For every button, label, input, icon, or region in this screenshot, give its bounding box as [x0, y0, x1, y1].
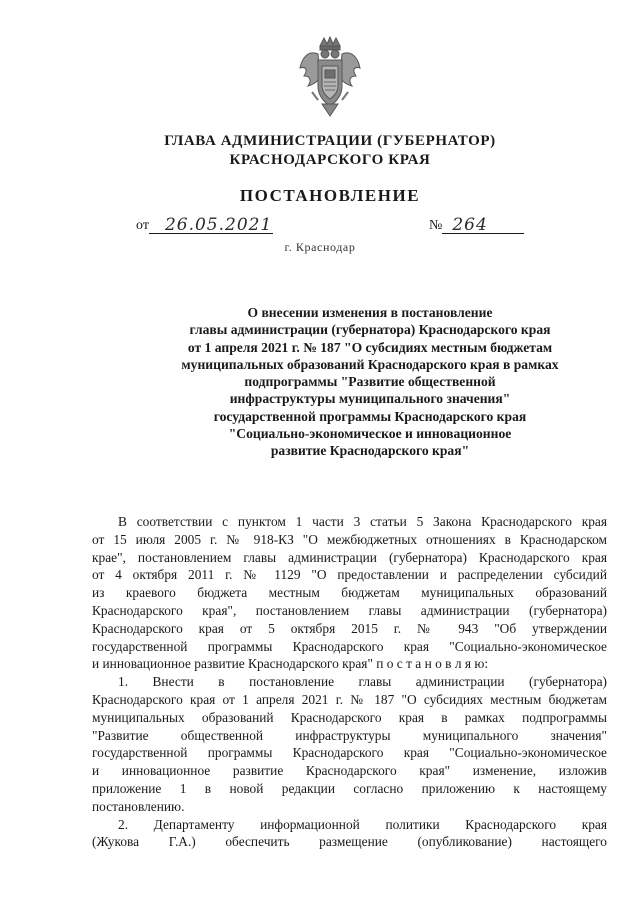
body-line: крае", постановлением главы администрации (губернатора) Краснодарского края	[92, 549, 607, 565]
title-line: "Социально-экономическое и инновационное	[228, 426, 512, 442]
body-line: 2. Департаменту информационной политики Краснодарского края	[118, 816, 607, 832]
title-line: подпрограммы "Развитие общественной	[244, 374, 496, 390]
body-line: и инновационное развитие Краснодарского края" п о с т а н о в л я ю:	[92, 656, 489, 672]
title-line: развитие Краснодарского края"	[270, 443, 470, 459]
body-line: от 15 июля 2005 г. № 918-КЗ "О межбюджетных отношениях в Краснодарском	[92, 531, 607, 547]
body-line: приложение 1 в новой редакции согласно приложению к настоящему	[92, 780, 607, 796]
title-line: от 1 апреля 2021 г. № 187 "О субсидиях местным бюджетам	[187, 339, 553, 355]
body-line: Краснодарского края", постановлением главы администрации (губернатора)	[92, 602, 607, 618]
coat-of-arms-emblem	[298, 36, 362, 118]
body-line: государственной программы Краснодарского края "Социально-экономическое	[92, 638, 607, 654]
body-line: 1. Внести в постановление главы администрации (губернатора)	[118, 674, 607, 690]
body-line: Краснодарского края от 5 октября 2015 г. № 943 "Об утверждении	[92, 620, 607, 636]
city-name: г. Краснодар	[284, 240, 356, 254]
header-line-2: КРАСНОДАРСКОГО КРАЯ	[229, 152, 431, 168]
title-line: главы администрации (губернатора) Краснодарского края	[189, 322, 551, 338]
body-line: от 4 октября 2011 г. № 1129 "О предоставлении и распределении субсидий	[92, 567, 607, 583]
document-type: ПОСТАНОВЛЕНИЕ	[239, 186, 421, 205]
body-line: (Жукова Г.А.) обеспечить размещение (опубликование) настоящего	[92, 834, 607, 850]
date-prefix: от	[136, 218, 149, 233]
body-line: муниципальных образований Краснодарского края в рамках подпрограммы	[92, 709, 607, 725]
header-line-1: ГЛАВА АДМИНИСТРАЦИИ (ГУБЕРНАТОР)	[164, 133, 496, 149]
number-prefix: №	[429, 218, 443, 233]
document-body	[92, 513, 607, 851]
title-line: инфраструктуры муниципального значения"	[229, 391, 511, 407]
number-field	[429, 215, 524, 234]
body-line: государственной программы Краснодарского края "Социально-экономическое	[92, 745, 607, 761]
document-title	[0, 304, 640, 460]
date-value: 26.05.2021	[164, 215, 273, 235]
date-field	[136, 215, 273, 234]
title-line: О внесении изменения в постановление	[247, 305, 493, 320]
title-line: муниципальных образований Краснодарского края в рамках	[181, 356, 559, 372]
title-line: государственной программы Краснодарского края	[213, 408, 527, 424]
body-line: постановлению.	[92, 798, 185, 814]
body-line: Краснодарского края от 1 апреля 2021 г. № 187 "О субсидиях местным бюджетам	[92, 691, 607, 707]
body-line: из краевого бюджета местным бюджетам муниципальных образований	[92, 585, 607, 601]
body-line: и инновационное развитие Краснодарского края" изменение, изложив	[92, 763, 607, 779]
body-line: "Развитие общественной инфраструктуры муниципального значения"	[92, 727, 607, 743]
number-value: 264	[452, 215, 488, 235]
body-line: В соответствии с пунктом 1 части 3 статьи 5 Закона Краснодарского края	[118, 514, 607, 529]
